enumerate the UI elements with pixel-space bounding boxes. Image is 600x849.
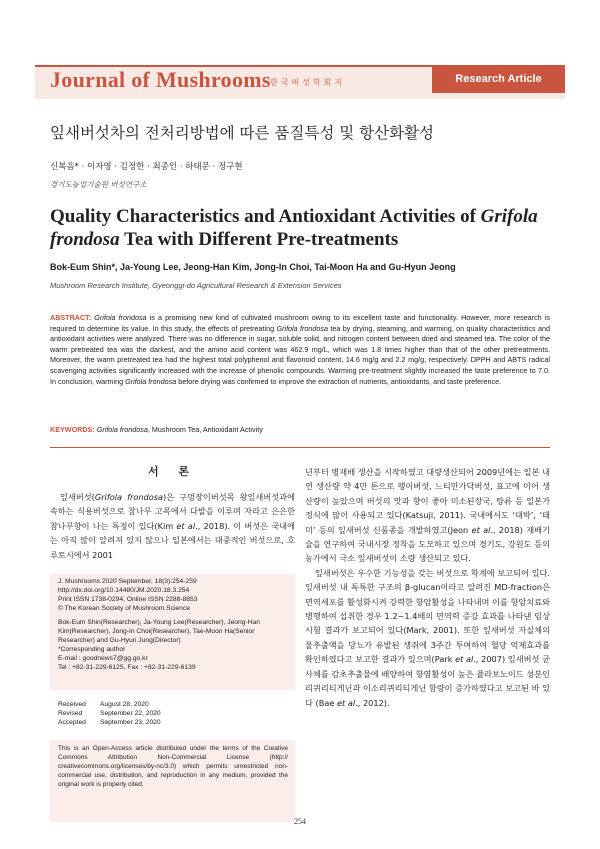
- issn: Print ISSN 1738-0294, Online ISSN 2288-8853: [58, 596, 198, 603]
- copyright: © The Korean Society of Mushroom Science: [58, 605, 190, 612]
- article-dates: [58, 700, 161, 728]
- right-paragraph-1: 년부터 병재배 생산을 시작하였고 대량생산되어 2009년에는 일본 내 연 생산량 약 4만 톤으로 팽이버섯, 느티만가닥버섯, 표고에 이어 생산량이 높았으며 버섯의 맛과 향이 좋아 미소된장국, 탕류 등 일본가정식에 많이 사용되고 있다(Katsuji, 2011). 국내에서도 ‘대박’, ‘태미’ 등의 잎새버섯 신품종을 개발하였고(Jeon et al., 2018) 재배기술을 연구하여 국내시장 정착을 도모하고 있으며 경기도, 강원도 등의 농가에서 극소 잎새버섯이 소량 생산되고 있다.: [305, 467, 550, 564]
- english-title: Quality Characteristics and Antioxidant Activities of Grifola frondosa Tea with Different Pre-treatments: [50, 206, 538, 250]
- intro-right-column: [305, 465, 550, 710]
- author-info-line: Researcher) and Gu-Hyun Jung(Director): [58, 637, 181, 644]
- section-title: 서 론: [147, 465, 198, 478]
- korean-title: 잎새버섯차의 전처리방법에 따른 품질특성 및 항산화활성: [50, 124, 434, 142]
- journal-korean-name: 한국버섯학회지: [270, 78, 346, 87]
- keywords-label: KEYWORDS:: [50, 425, 95, 434]
- corresponding-author: *Corresponding author: [58, 646, 126, 653]
- page-number: 254: [294, 817, 306, 826]
- tel-fax: Tel : +82-31-229-6125, Fax : +82-31-229-6139: [58, 664, 196, 671]
- email[interactable]: E-mail : goodnews7@gg.go.kr: [58, 655, 148, 662]
- revised-date: Revised September 22, 2020: [58, 710, 161, 718]
- keywords: KEYWORDS: Grifola frondosa, Mushroom Tea, Antioxidant Activity: [50, 425, 263, 434]
- section-divider: [50, 447, 550, 448]
- citation: J. Mushrooms 2020 September, 18(3):254-259: [58, 578, 197, 585]
- english-authors: Bok-Eum Shin*, Ja-Young Lee, Jeong-Han Kim, Jong-In Choi, Tai-Moon Ha and Gu-Hyun Jeong: [50, 262, 456, 272]
- korean-affiliation: 경기도농업기술원 버섯연구소: [50, 180, 147, 189]
- article-info: [58, 577, 290, 672]
- right-paragraph-2: 잎새버섯은 우수한 기능성을 갖는 버섯으로 학계에 보고되어 있다. 잎새버섯 내 독특한 구조의 β-glucan이라고 알려진 MD-fraction은 면역세포를 활성화시켜 강력한 항암활성을 나타내며 이를 항암치료와 병행하여 섭취한 경우 1.2~1.4배의 면역력 증강 효과를 나타낸 임상시험 결과가 보고되어 있다(Mark, 2001). 또한 잎새버섯 자실체의 물추출액을 당뇨가 유발된 생쥐에 3주간 투여하여 혈당 억제효과를 확인하였다고 보고한 결과가 있으며(Park et al., 2007) 잎새버섯 균사체를 감초추출물에 배양하여 항염활성이 높은 플라보노이드 성분인 리퀴리티게닌과 이소리퀴리티게닌 함량이 증가하였다고 보고된 바 있다 (Bae et al., 2012).: [305, 567, 550, 708]
- korean-authors: 신복음* · 이자영 · 김정한 · 최종인 · 하태문 · 정구현: [50, 162, 243, 172]
- journal-name: Journal of Mushrooms: [50, 67, 271, 92]
- abstract-label: ABSTRACT:: [50, 313, 92, 322]
- english-affiliation: Mushroom Research Institute, Gyeonggi-do Agricultural Research & Extension Services: [50, 281, 342, 290]
- doi-link[interactable]: http://dx.doi.org/10.14480/JM.2020.18.3.254: [58, 587, 190, 594]
- received-date: Received August 28, 2020: [58, 701, 149, 708]
- article-type-badge: Research Article: [432, 65, 565, 93]
- abstract: ABSTRACT: Grifola frondosa is a promising new kind of cultivated mushroom owing to its excellent taste and functionality. However, more research is required to determine its value. In this study, the effects of pretreating Grifola frondosa tea by drying, steaming, and warming, on quality characteristics and antioxidant activities were analyzed. There was no difference in sugar, soluble solid, and nitrogen content between dried and steamed tea. The color of the warm pretreated tea was the darkest, and the amino acid content was 462.9 mg/L, which was 1.8 times higher than that of the other pretreatments. Moreover, the warm pretreated tea had the highest total polyphenol and flavonoid content, 14.6 mg/g and 2.2 mg/g, respectively. DPPH and ABTS radical scavenging activities significantly increased with the increase of phenolic compounds. Warming pre-treatment slightly increased the taste preference to 7.0. In conclusion, warming Grifola frondosa before drying was confirmed to improve the extraction of nutrients, antioxidants, and taste preference.: [50, 313, 550, 386]
- accepted-date: Accepted September 23, 2020: [58, 719, 161, 727]
- author-info-line: Bok-Eum Shin(Researcher), Ja-Young Lee(Researcher), Jeong-Han: [58, 619, 260, 626]
- open-access-notice: This is an Open-Access article distributed under the terms of the Creative Commons Attribution Non-Commercial License (http:// creativecommons.org/licenses/by-nc/3.0) which permits unrestricted non-commercial use, distribution, and reproduction in any medium, provided the original work is properly cited.: [58, 745, 288, 788]
- intro-left-paragraph: 잎새버섯(Grifola frondosa)은 구멍장이버섯목 왕잎새버섯과에 속하는 식용버섯으로 참나무 고목에서 다발을 이루며 자라고 은은한 참나무향이 나는 특징이 있다(Kim et al., 2018). 이 버섯은 국내에는 아직 많이 알려져 있지 않으나 일본에서는 대중적인 버섯으로, 호루토시에서 2001: [50, 492, 295, 560]
- author-info-line: Kim(Researcher), Jong-In Choi(Researcher), Tae-Moon Ha(Senior: [58, 628, 255, 635]
